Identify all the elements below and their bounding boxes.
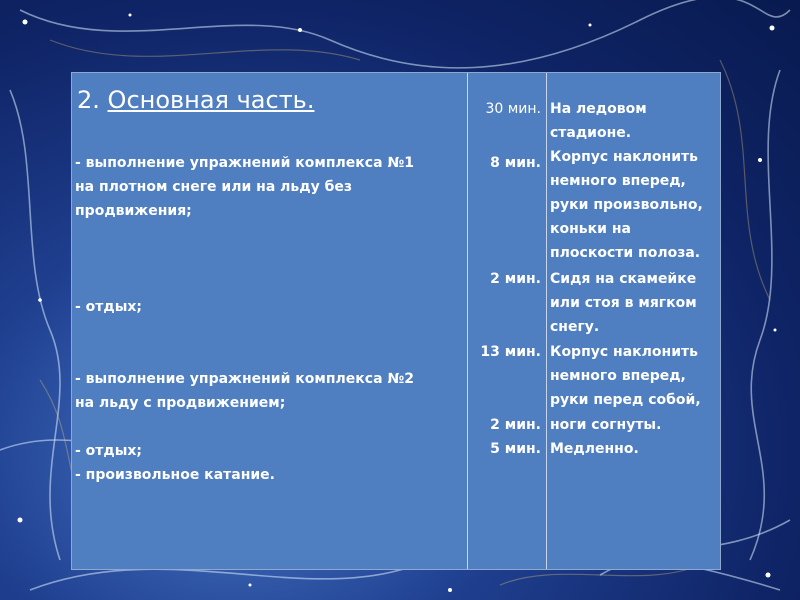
note-line: На ледовом [550, 101, 647, 117]
section-title: Основная часть. [107, 86, 315, 114]
exercise-line: продвижения; [75, 203, 192, 219]
exercise-line: - выполнение упражнений комплекса №1 [75, 155, 414, 171]
note-line: руки произвольно, [550, 197, 703, 213]
exercise-line: - отдых; [75, 299, 143, 315]
section-heading [77, 85, 314, 115]
note-line: Медленно. [550, 441, 639, 457]
note-line: Корпус наклонить [550, 344, 698, 360]
note-line: Сидя на скамейке [550, 271, 697, 287]
duration-value: 2 мин. [490, 417, 541, 433]
note-line: или стоя в мягком [550, 295, 697, 311]
exercise-line: - отдых; [75, 443, 143, 459]
exercise-line: - произвольное катание. [75, 467, 275, 483]
duration-value: 5 мин. [490, 441, 541, 457]
exercise-line: на плотном снеге или на льду без [75, 179, 352, 195]
note-line: ноги согнуты. [550, 417, 662, 433]
notes-column [546, 73, 720, 569]
exercise-line: - выполнение упражнений комплекса №2 [75, 371, 414, 387]
note-line: плоскости полоза. [550, 245, 701, 261]
note-line: стадионе. [550, 125, 632, 141]
duration-value: 13 мин. [480, 344, 541, 360]
note-line: Корпус наклонить [550, 149, 698, 165]
note-line: снегу. [550, 319, 600, 335]
duration-column [467, 73, 547, 569]
note-line: руки перед собой, [550, 392, 701, 408]
section-number: 2. [77, 86, 100, 114]
note-line: немного вперед, [550, 368, 686, 384]
note-line: немного вперед, [550, 173, 686, 189]
exercise-column [72, 73, 467, 569]
note-line: коньки на [550, 221, 631, 237]
exercise-line: на льду с продвижением; [75, 395, 286, 411]
duration-value: 8 мин. [490, 155, 541, 171]
duration-value: 30 мин. [485, 101, 541, 117]
lesson-table [71, 72, 721, 570]
duration-value: 2 мин. [490, 271, 541, 287]
